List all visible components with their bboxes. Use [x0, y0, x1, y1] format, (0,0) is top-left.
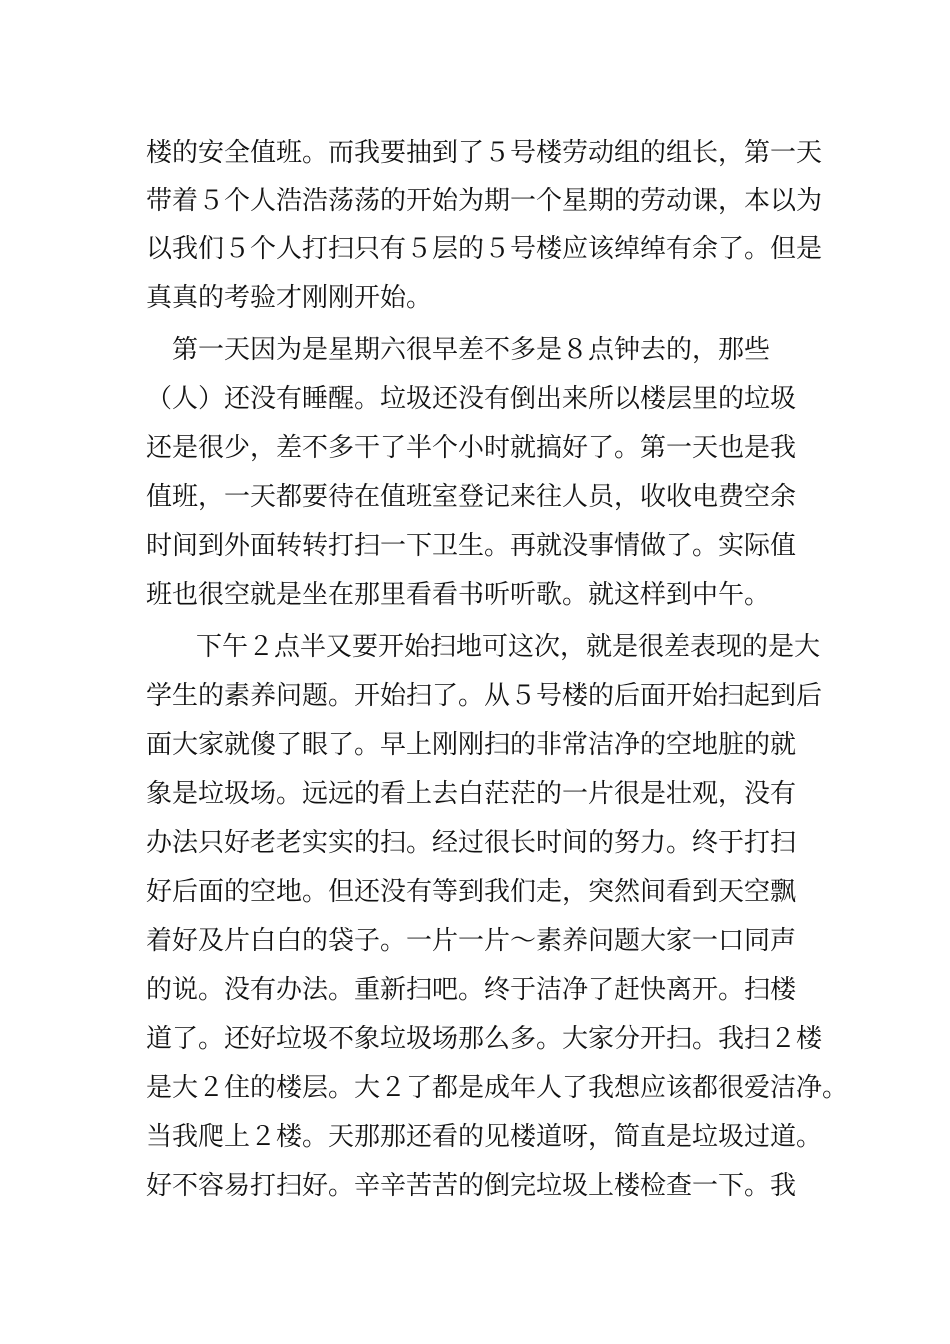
text-line: 象是垃圾场。远远的看上去白茫茫的一片很是壮观，没有 [146, 779, 797, 809]
text-line: 还是很少，差不多干了半个小时就搞好了。第一天也是我 [146, 433, 797, 463]
text-line: 道了。还好垃圾不象垃圾场那么多。大家分开扫。我扫２楼 [146, 1024, 823, 1054]
text-line: 时间到外面转转打扫一下卫生。再就没事情做了。实际值 [146, 531, 797, 561]
text-line: 办法只好老老实实的扫。经过很长时间的努力。终于打扫 [146, 828, 797, 858]
text-line: （人）还没有睡醒。垃圾还没有倒出来所以楼层里的垃圾 [146, 384, 797, 414]
text-line: 当我爬上２楼。天那那还看的见楼道呀，简直是垃圾过道。 [146, 1122, 823, 1152]
text-line: 带着５个人浩浩荡荡的开始为期一个星期的劳动课，本以为 [146, 186, 823, 216]
text-line: 的说。没有办法。重新扫吧。终于洁净了赶快离开。扫楼 [146, 975, 797, 1005]
text-line: 好后面的空地。但还没有等到我们走，突然间看到天空飘 [146, 877, 797, 907]
text-line: 下午２点半又要开始扫地可这次，就是很差表现的是大 [196, 632, 821, 662]
text-line: 第一天因为是星期六很早差不多是８点钟去的，那些 [146, 335, 771, 365]
text-line: 楼的安全值班。而我要抽到了５号楼劳动组的组长，第一天 [146, 138, 823, 168]
text-line: 以我们５个人打扫只有５层的５号楼应该绰绰有余了。但是 [146, 234, 823, 264]
text-line: 是大２住的楼层。大２了都是成年人了我想应该都很爱洁净。 [146, 1073, 849, 1103]
text-line: 着好及片白白的袋子。一片一片～素养问题大家一口同声 [146, 926, 797, 956]
text-line: 真真的考验才刚刚开始。 [146, 283, 433, 313]
text-line: 班也很空就是坐在那里看看书听听歌。就这样到中午。 [146, 580, 771, 610]
text-line: 面大家就傻了眼了。早上刚刚扫的非常洁净的空地脏的就 [146, 730, 797, 760]
text-line: 值班，一天都要待在值班室登记来往人员，收收电费空余 [146, 482, 797, 512]
text-line: 好不容易打扫好。辛辛苦苦的倒完垃圾上楼检查一下。我 [146, 1171, 797, 1201]
text-line: 学生的素养问题。开始扫了。从５号楼的后面开始扫起到后 [146, 681, 823, 711]
